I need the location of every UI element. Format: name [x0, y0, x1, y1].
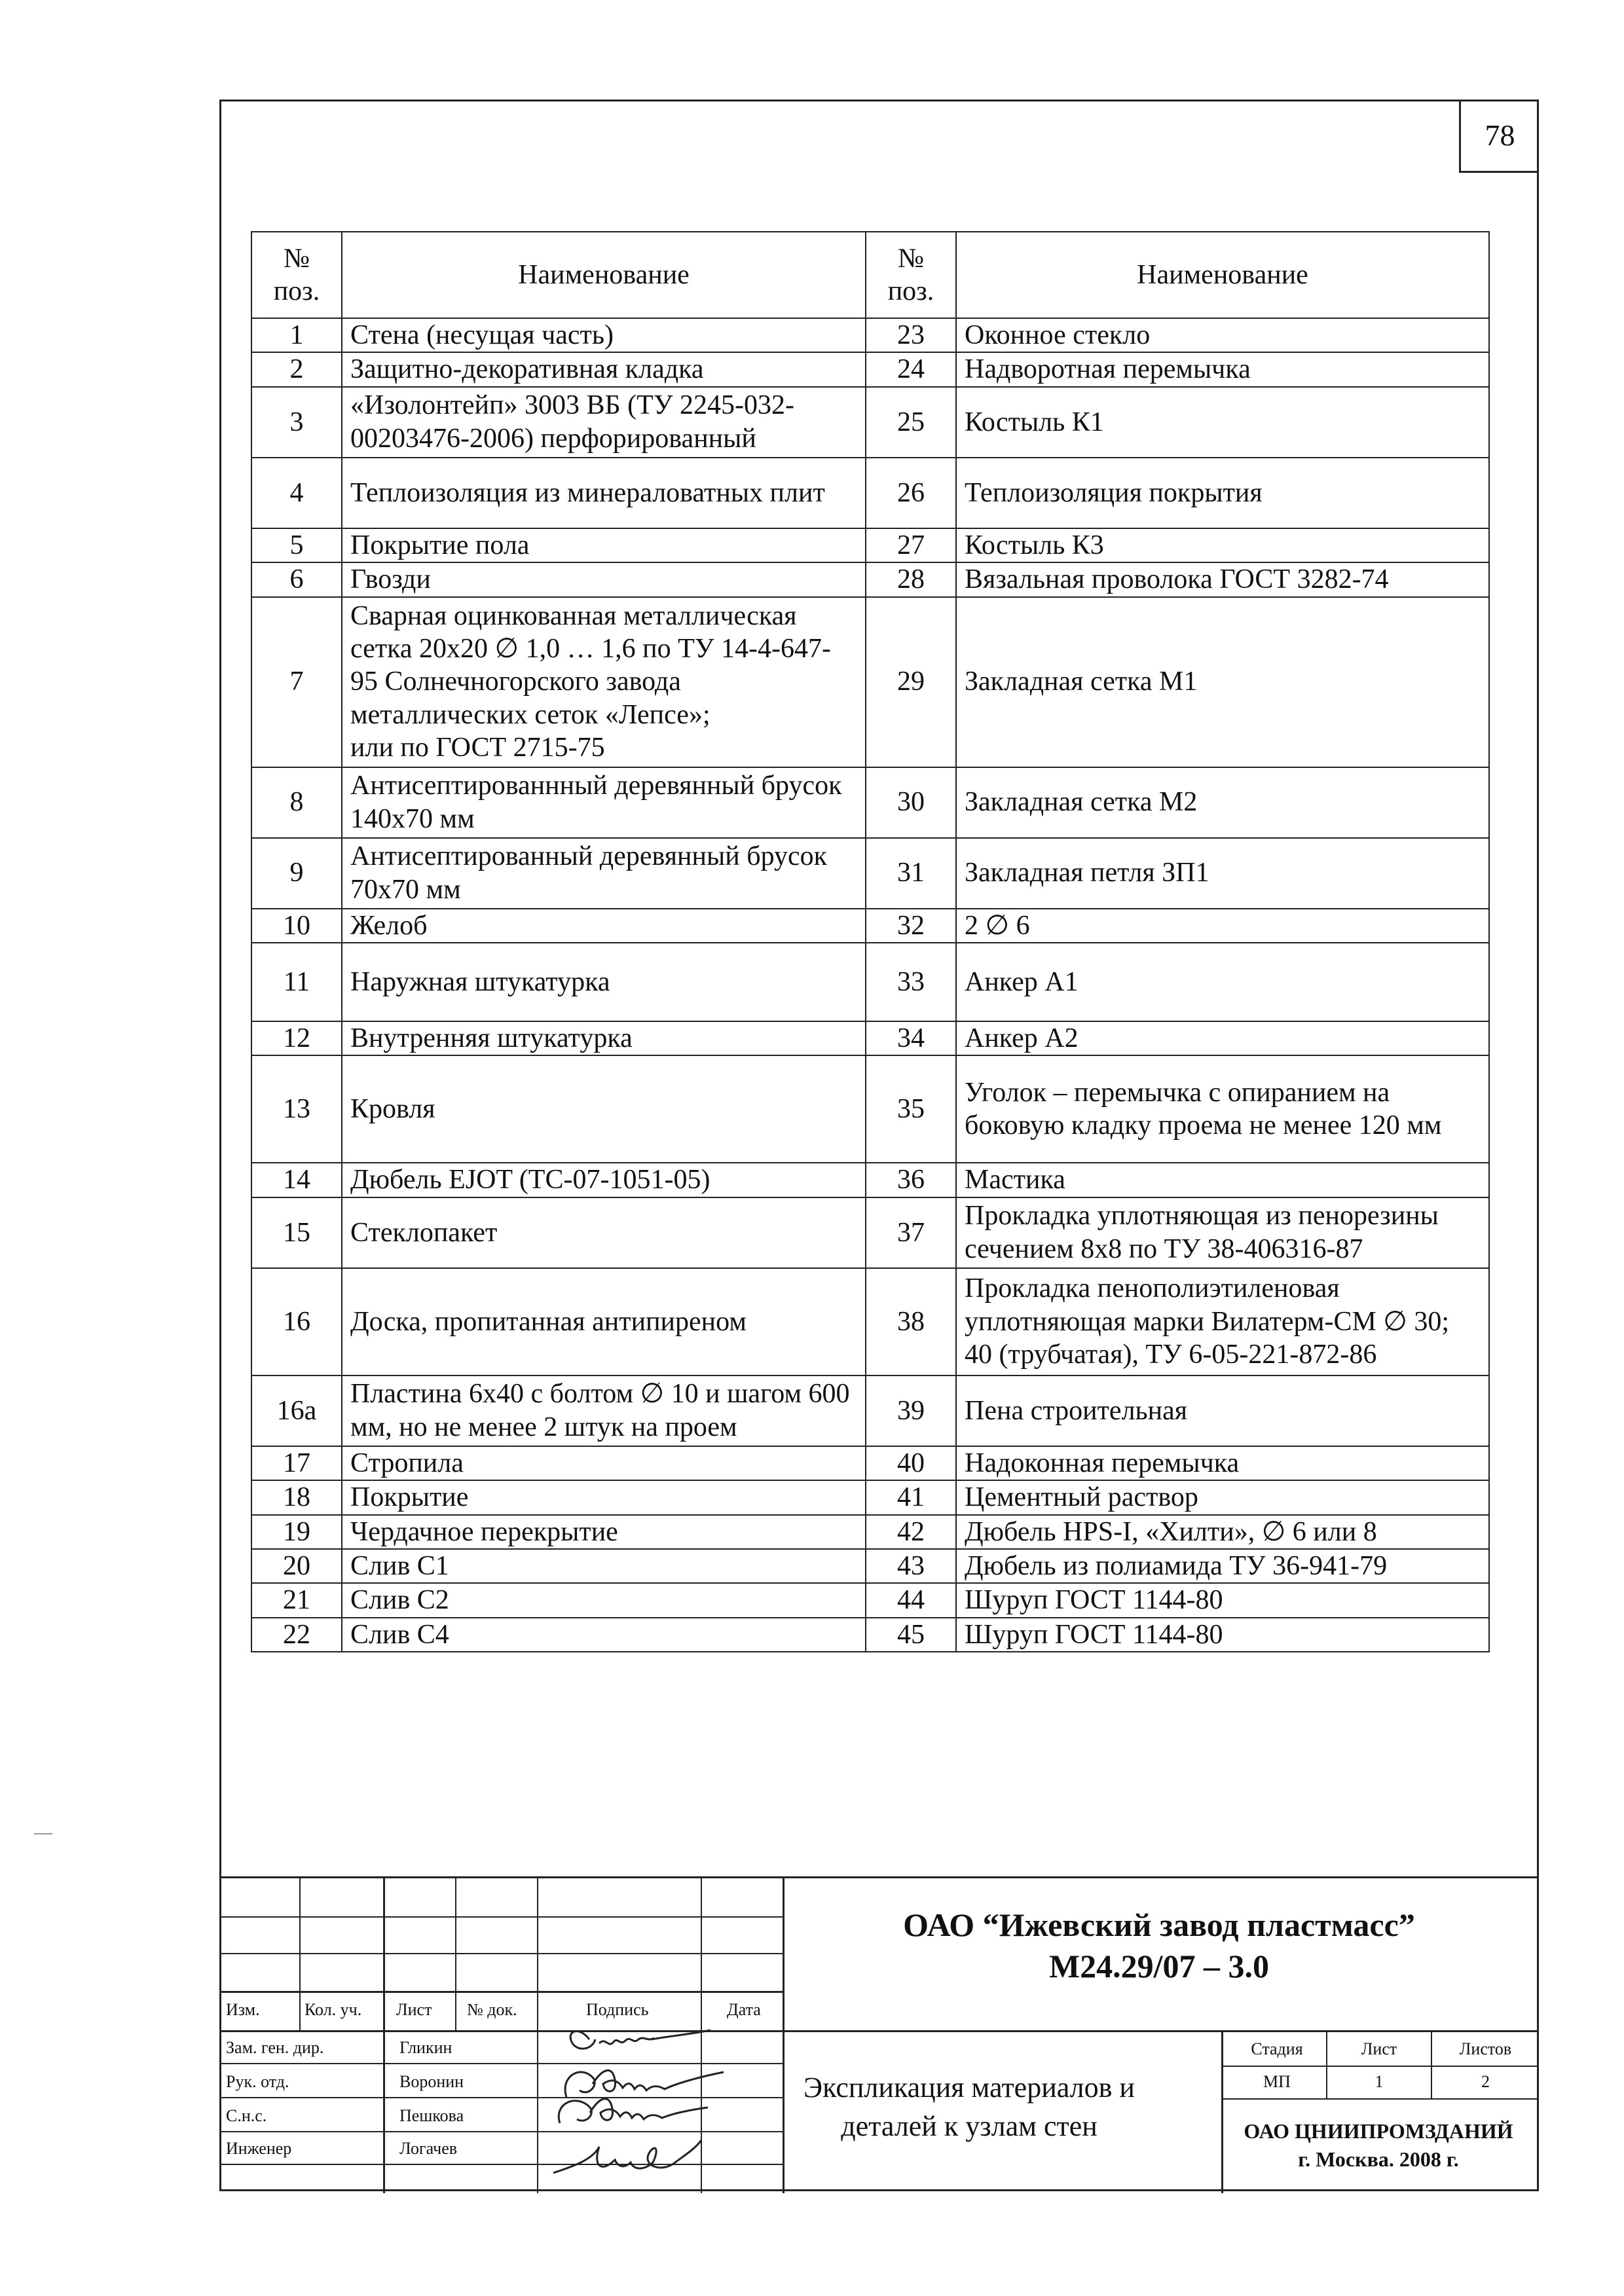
table-row — [251, 1376, 1489, 1446]
table-row — [251, 458, 1489, 528]
name-right-cell: Дюбель HPS-I, «Хилти», ∅ 6 или 8 — [956, 1515, 1489, 1549]
name-right-cell: Прокладка уплотняющая из пенорезины сечением 8х8 по ТУ 38-406316-87 — [956, 1197, 1489, 1268]
title-block — [219, 1876, 1539, 2191]
company-block — [783, 1904, 1536, 1986]
table-row — [251, 838, 1489, 909]
table-row — [251, 1515, 1489, 1549]
role-1: Зам. ген. дир. — [226, 2038, 324, 2057]
name-left-cell: Антисептированнный деревянный брусок 140х70 мм — [342, 767, 866, 838]
name-right-cell: Цементный раствор — [956, 1480, 1489, 1514]
pos-left-cell: 16а — [251, 1376, 342, 1446]
name-left-cell: Кровля — [342, 1055, 866, 1163]
kol-label: Кол. уч. — [304, 2000, 362, 2019]
pos-left-cell: 16 — [251, 1268, 342, 1376]
pos-left-cell: 12 — [251, 1021, 342, 1055]
name-left-cell: Покрытие пола — [342, 528, 866, 562]
name-right-cell: Уголок – перемычка с опиранием на боковую кладку проема не менее 120 мм — [956, 1055, 1489, 1163]
company-name: ОАО “Ижевский завод пластмасс” — [903, 1906, 1415, 1943]
pos-right-cell: 28 — [866, 562, 956, 596]
pos-left-cell: 7 — [251, 597, 342, 767]
pos-right-cell: 37 — [866, 1197, 956, 1268]
materials-table — [251, 231, 1490, 1652]
pos-right-cell: 41 — [866, 1480, 956, 1514]
table-row — [251, 352, 1489, 386]
name-left-cell: Гвозди — [342, 562, 866, 596]
pos-right-cell: 23 — [866, 318, 956, 352]
name-right-cell: Теплоизоляция покрытия — [956, 458, 1489, 528]
pos-header-right: № поз. — [866, 232, 956, 318]
person-3: Пешкова — [399, 2106, 464, 2125]
name-header-right: Наименование — [956, 232, 1489, 318]
name-right-cell: Костыль К1 — [956, 387, 1489, 458]
name-right-cell: Костыль К3 — [956, 528, 1489, 562]
pos-left-cell: 6 — [251, 562, 342, 596]
name-right-cell: Надоконная перемычка — [956, 1446, 1489, 1480]
pos-right-cell: 32 — [866, 909, 956, 943]
pos-left-cell: 14 — [251, 1163, 342, 1197]
name-right-cell: Пена строительная — [956, 1376, 1489, 1446]
pos-right-cell: 24 — [866, 352, 956, 386]
list-label: Лист — [396, 2000, 432, 2019]
table-row — [251, 1163, 1489, 1197]
name-left-cell: Слив С1 — [342, 1549, 866, 1583]
pos-left-cell: 13 — [251, 1055, 342, 1163]
signatures — [527, 2025, 750, 2189]
pos-right-cell: 45 — [866, 1618, 956, 1652]
org-city: г. Москва. 2008 г. — [1298, 2147, 1459, 2172]
ndok-label: № док. — [467, 2000, 517, 2019]
table-row — [251, 1583, 1489, 1617]
name-header-left: Наименование — [342, 232, 866, 318]
name-right-cell: Закладная сетка М2 — [956, 767, 1489, 838]
pos-left-cell: 4 — [251, 458, 342, 528]
pos-left-cell: 3 — [251, 387, 342, 458]
org-block — [1221, 2117, 1536, 2174]
name-right-cell: Оконное стекло — [956, 318, 1489, 352]
pos-left-cell: 15 — [251, 1197, 342, 1268]
table-row — [251, 1268, 1489, 1376]
name-left-cell: Слив С4 — [342, 1618, 866, 1652]
name-left-cell: Доска, пропитанная антипиреном — [342, 1268, 866, 1376]
person-2: Воронин — [399, 2072, 464, 2091]
table-row — [251, 1549, 1489, 1583]
name-right-cell: Надворотная перемычка — [956, 352, 1489, 386]
pos-left-cell: 20 — [251, 1549, 342, 1583]
table-row — [251, 767, 1489, 838]
page-number: 78 — [1459, 100, 1539, 173]
name-left-cell: Наружная штукатурка — [342, 943, 866, 1021]
pos-right-cell: 30 — [866, 767, 956, 838]
table-header-row — [251, 232, 1489, 318]
pos-left-cell: 10 — [251, 909, 342, 943]
person-4: Логачев — [399, 2139, 458, 2158]
name-left-cell: Пластина 6х40 с болтом ∅ 10 и шагом 600 мм, но не менее 2 штук на проем — [342, 1376, 866, 1446]
table-row — [251, 1480, 1489, 1514]
pos-right-cell: 38 — [866, 1268, 956, 1376]
pos-left-cell: 11 — [251, 943, 342, 1021]
pos-right-cell: 36 — [866, 1163, 956, 1197]
pos-left-cell: 18 — [251, 1480, 342, 1514]
name-left-cell: Дюбель EJOT (ТС-07-1051-05) — [342, 1163, 866, 1197]
table-row — [251, 1021, 1489, 1055]
pos-left-cell: 17 — [251, 1446, 342, 1480]
sheets-label: Листов — [1459, 2039, 1512, 2058]
table-row — [251, 528, 1489, 562]
pos-right-cell: 44 — [866, 1583, 956, 1617]
table-row — [251, 562, 1489, 596]
table-row — [251, 909, 1489, 943]
name-left-cell: Покрытие — [342, 1480, 866, 1514]
role-3: С.н.с. — [226, 2106, 267, 2125]
name-right-cell: Шуруп ГОСТ 1144-80 — [956, 1583, 1489, 1617]
name-right-cell: Закладная петля ЗП1 — [956, 838, 1489, 909]
table-row — [251, 1446, 1489, 1480]
name-right-cell: Мастика — [956, 1163, 1489, 1197]
pos-right-cell: 40 — [866, 1446, 956, 1480]
pos-left-cell: 19 — [251, 1515, 342, 1549]
name-left-cell: «Изолонтейп» 3003 ВБ (ТУ 2245-032-00203476-2006) перфорированный — [342, 387, 866, 458]
pos-right-cell: 35 — [866, 1055, 956, 1163]
pos-right-cell: 39 — [866, 1376, 956, 1446]
name-left-cell: Теплоизоляция из минераловатных плит — [342, 458, 866, 528]
pos-left-cell: 5 — [251, 528, 342, 562]
pos-right-cell: 25 — [866, 387, 956, 458]
pos-right-cell: 29 — [866, 597, 956, 767]
stage-value: МП — [1263, 2072, 1291, 2091]
name-left-cell: Антисептированный деревянный брусок 70х70 мм — [342, 838, 866, 909]
org-name: ОАО ЦНИИПРОМЗДАНИЙ — [1244, 2119, 1513, 2143]
pos-right-cell: 31 — [866, 838, 956, 909]
table-row — [251, 318, 1489, 352]
table-row — [251, 1055, 1489, 1163]
name-left-cell: Сварная оцинкованная металлическая сетка 20х20 ∅ 1,0 … 1,6 по ТУ 14-4-647-95 Солнечногорского завода металлических сеток «Лепсе»; или по ГОСТ 2715-75 — [342, 597, 866, 767]
pos-left-cell: 21 — [251, 1583, 342, 1617]
name-left-cell: Стеклопакет — [342, 1197, 866, 1268]
name-left-cell: Внутренняя штукатурка — [342, 1021, 866, 1055]
podpis-label: Подпись — [586, 2000, 649, 2019]
role-4: Инженер — [226, 2139, 292, 2158]
pos-right-cell: 43 — [866, 1549, 956, 1583]
sheet-value: 1 — [1375, 2072, 1384, 2091]
document-code: М24.29/07 – 3.0 — [1048, 1947, 1270, 1984]
sheets-value: 2 — [1481, 2072, 1490, 2091]
pos-left-cell: 1 — [251, 318, 342, 352]
pos-right-cell: 33 — [866, 943, 956, 1021]
table-body — [251, 318, 1489, 1652]
name-right-cell: Закладная сетка М1 — [956, 597, 1489, 767]
name-left-cell: Чердачное перекрытие — [342, 1515, 866, 1549]
pos-left-cell: 2 — [251, 352, 342, 386]
person-1: Гликин — [399, 2038, 452, 2057]
pos-right-cell: 27 — [866, 528, 956, 562]
name-right-cell: Шуруп ГОСТ 1144-80 — [956, 1618, 1489, 1652]
pos-right-cell: 34 — [866, 1021, 956, 1055]
pos-right-cell: 26 — [866, 458, 956, 528]
table-row — [251, 1197, 1489, 1268]
role-2: Рук. отд. — [226, 2072, 289, 2091]
pos-left-cell: 9 — [251, 838, 342, 909]
name-right-cell: Анкер А2 — [956, 1021, 1489, 1055]
pos-header-left: № поз. — [251, 232, 342, 318]
izm-label: Изм. — [226, 2000, 260, 2019]
name-left-cell: Слив С2 — [342, 1583, 866, 1617]
table-row — [251, 943, 1489, 1021]
name-right-cell: Прокладка пенополиэтиленовая уплотняющая марки Вилатерм-СМ ∅ 30; 40 (трубчатая), ТУ 6-05-221-872-86 — [956, 1268, 1489, 1376]
margin-mark — [34, 1833, 52, 1834]
sheet-label: Лист — [1361, 2039, 1397, 2058]
stage-label: Стадия — [1251, 2039, 1303, 2058]
name-left-cell: Желоб — [342, 909, 866, 943]
name-right-cell: Дюбель из полиамида ТУ 36-941-79 — [956, 1549, 1489, 1583]
name-right-cell: Вязальная проволока ГОСТ 3282-74 — [956, 562, 1489, 596]
name-right-cell: Анкер А1 — [956, 943, 1489, 1021]
name-left-cell: Стена (несущая часть) — [342, 318, 866, 352]
table-row — [251, 597, 1489, 767]
document-title: Экспликация материалов и деталей к узлам стен — [803, 2071, 1135, 2143]
table-row — [251, 1618, 1489, 1652]
name-left-cell: Защитно-декоративная кладка — [342, 352, 866, 386]
pos-left-cell: 8 — [251, 767, 342, 838]
pos-left-cell: 22 — [251, 1618, 342, 1652]
name-right-cell: 2 ∅ 6 — [956, 909, 1489, 943]
table-row — [251, 387, 1489, 458]
data-label: Дата — [727, 2000, 761, 2019]
name-left-cell: Стропила — [342, 1446, 866, 1480]
pos-right-cell: 42 — [866, 1515, 956, 1549]
